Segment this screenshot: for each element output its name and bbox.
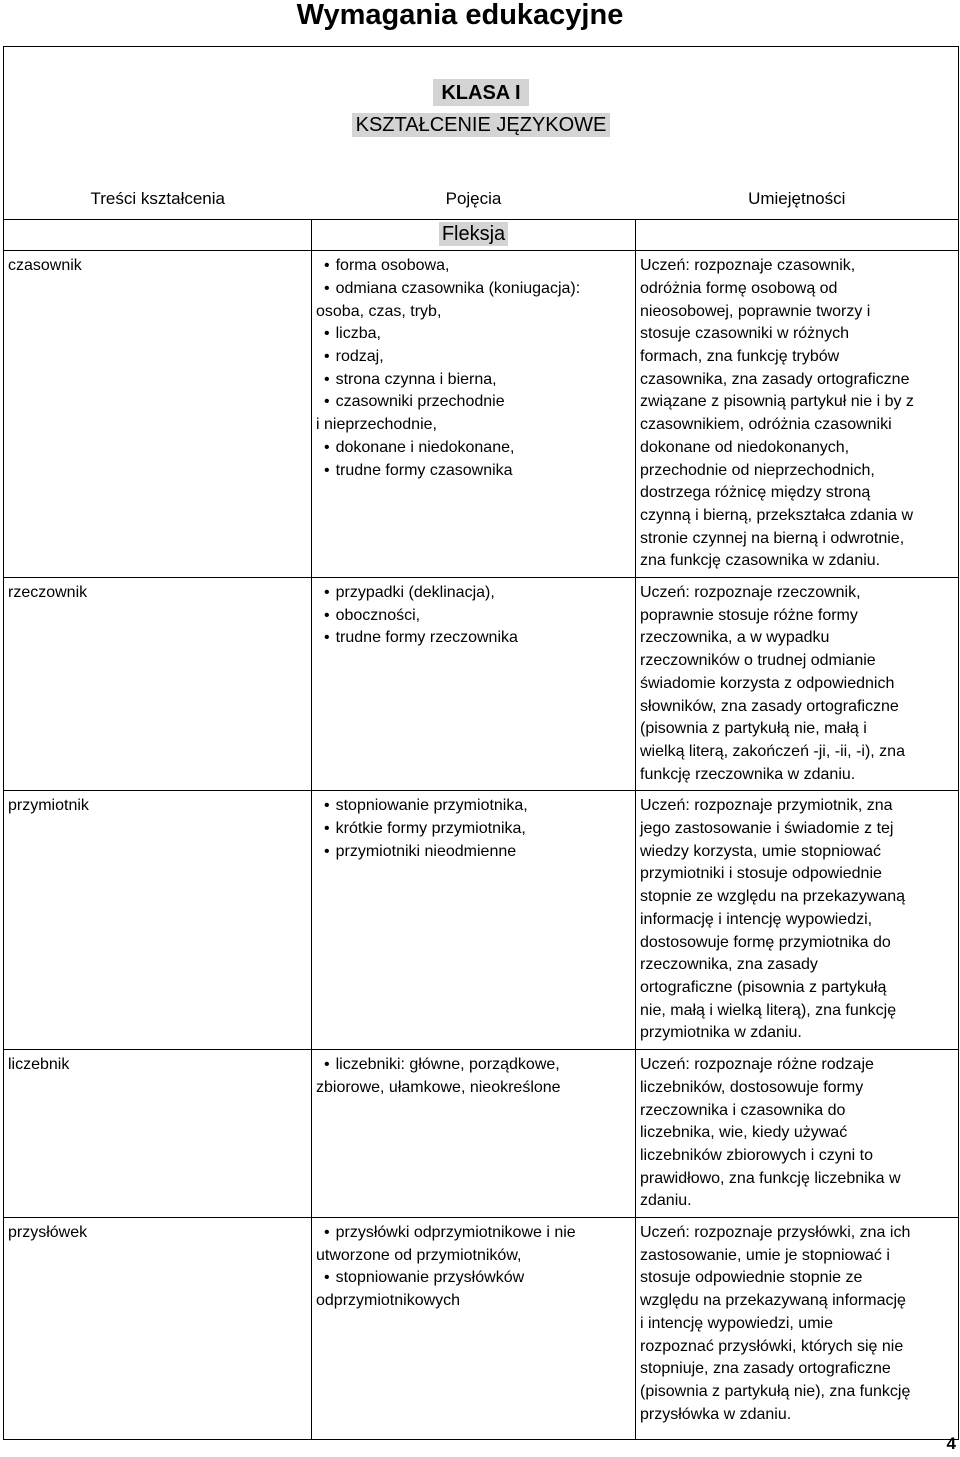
skill-line: Uczeń: rozpoznaje przysłówki, zna ich — [640, 1224, 911, 1242]
skill-line: zastosowanie, umie je stopniować i — [640, 1246, 890, 1264]
concept-line: • forma osobowa, — [316, 255, 635, 278]
concept-line: • trudne formy rzeczownika — [316, 627, 635, 650]
skill-line: odróżnia formę osobową od — [640, 279, 838, 297]
table-row — [4, 251, 959, 578]
concept-line: • strona czynna i bierna, — [316, 369, 635, 392]
subsection-label: Fleksja — [439, 222, 508, 246]
concept-line: • odmiana czasownika (koniugacja): — [316, 278, 635, 301]
concept-line: • przymiotniki nieodmienne — [316, 841, 635, 864]
term-cell: rzeczownik — [4, 578, 312, 791]
skill-line: rozpoznać przysłówki, których się nie — [640, 1337, 904, 1355]
skills-cell — [636, 1050, 959, 1218]
skill-line: zdaniu. — [640, 1192, 692, 1210]
concept-line: • liczebniki: główne, porządkowe, — [316, 1054, 635, 1077]
skill-line: czasownikiem, odróżnia czasowniki — [640, 416, 892, 434]
page-number: 4 — [946, 1434, 956, 1453]
concept-line: • trudne formy czasownika — [316, 460, 635, 483]
skill-line: liczebników zbiorowych i czyni to — [640, 1146, 873, 1164]
concept-line: • rodzaj, — [316, 346, 635, 369]
term-cell: czasownik — [4, 251, 312, 578]
skill-line: liczebnika, wie, kiedy używać — [640, 1124, 848, 1142]
skills-cell — [636, 251, 959, 578]
concepts-cell — [312, 1050, 636, 1218]
concept-line: • dokonane i niedokonane, — [316, 437, 635, 460]
col-tresci-header: Treści kształcenia — [4, 181, 312, 220]
requirements-table — [3, 46, 959, 1440]
skill-line: czasownika, zna zasady ortograficzne — [640, 370, 910, 388]
skill-line: Uczeń: rozpoznaje przymiotnik, zna — [640, 797, 893, 815]
term-cell: liczebnik — [4, 1050, 312, 1218]
skill-line: (pisownia z partykułą nie), zna funkcję — [640, 1382, 911, 1400]
skill-line: rzeczownika, zna zasady — [640, 956, 818, 974]
skill-line: rzeczownika, a w wypadku — [640, 629, 830, 647]
concept-line: • liczba, — [316, 323, 635, 346]
skill-line: nieosobowej, poprawnie tworzy i — [640, 302, 871, 320]
concept-line: odprzymiotnikowych — [316, 1292, 461, 1310]
table-header — [4, 47, 959, 181]
skill-line: świadomie korzysta z odpowiednich — [640, 674, 895, 692]
skills-cell — [636, 1218, 959, 1440]
skill-line: przysłówka w zdaniu. — [640, 1405, 792, 1423]
concept-line: • oboczności, — [316, 605, 635, 628]
skill-line: Uczeń: rozpoznaje czasownik, — [640, 257, 856, 275]
skill-line: ortograficzne (pisownia z partykułą — [640, 979, 887, 996]
term-cell: przymiotnik — [4, 791, 312, 1050]
skill-line: związane z pisownią partykuł nie i by z — [640, 393, 914, 411]
skill-line: wiedzy korzysta, umie stopniować — [640, 842, 881, 860]
skill-line: Uczeń: rozpoznaje różne rodzaje — [640, 1056, 874, 1074]
section-label: KSZTAŁCENIE JĘZYKOWE — [352, 113, 611, 137]
table-row — [4, 1050, 959, 1218]
skill-line: poprawnie stosuje różne formy — [640, 606, 858, 624]
skill-line: dostosowuje formę przymiotnika do — [640, 933, 891, 951]
skills-cell — [636, 791, 959, 1050]
page-title: Wymagania edukacyjne — [296, 0, 624, 31]
skill-line: (pisownia z partykułą nie, małą i — [640, 720, 867, 738]
skill-line: stronie czynnej na bierną i odwrotnie, — [640, 529, 905, 547]
concept-line: • stopniowanie przymiotnika, — [316, 795, 635, 818]
skill-line: funkcję rzeczownika w zdaniu. — [640, 765, 856, 783]
skill-line: przechodnie od nieprzechodnich, — [640, 461, 875, 479]
concepts-cell — [312, 578, 636, 791]
concept-line: i nieprzechodnie, — [316, 416, 437, 434]
table-row — [4, 791, 959, 1050]
term-cell: przysłówek — [4, 1218, 312, 1440]
skill-line: przymiotnika w zdaniu. — [640, 1024, 802, 1042]
skill-line: stopnie ze względu na przekazywaną — [640, 888, 906, 906]
skill-line: wielką literą, zakończeń -ji, -ii, -i), zna — [640, 742, 905, 760]
concept-line: • czasowniki przechodnie — [316, 391, 635, 414]
skill-line: Uczeń: rozpoznaje rzeczownik, — [640, 584, 861, 602]
concept-line: zbiorowe, ułamkowe, nieokreślone — [316, 1078, 561, 1096]
klasa-label: KLASA I — [433, 79, 528, 106]
skill-line: liczebników, dostosowuje formy — [640, 1078, 864, 1096]
skill-line: zna funkcję czasownika w zdaniu. — [640, 552, 881, 570]
concepts-cell — [312, 251, 636, 578]
skill-line: i intencję wypowiedzi, umie — [640, 1314, 833, 1332]
skill-line: dostrzega różnicę między stroną — [640, 484, 871, 502]
skill-line: czynną i bierną, przekształca zdania w — [640, 506, 914, 524]
skill-line: przymiotniki i stosuje odpowiednie — [640, 865, 882, 883]
concepts-cell — [312, 1218, 636, 1440]
table-row — [4, 578, 959, 791]
concept-line: utworzone od przymiotników, — [316, 1246, 522, 1264]
skill-line: względu na przekazywaną informację — [640, 1292, 906, 1310]
concepts-cell — [312, 791, 636, 1050]
skill-line: formach, zna funkcję trybów — [640, 348, 840, 366]
skill-line: prawidłowo, zna funkcję liczebnika w — [640, 1169, 901, 1187]
skill-line: stosuje czasowniki w różnych — [640, 325, 849, 343]
table-row — [4, 1218, 959, 1440]
skill-line: rzeczowników o trudnej odmianie — [640, 652, 876, 670]
concept-line: osoba, czas, tryb, — [316, 302, 442, 320]
skill-line: informację i intencję wypowiedzi, — [640, 910, 873, 928]
skill-line: rzeczownika i czasownika do — [640, 1101, 846, 1119]
concept-line: • przypadki (deklinacja), — [316, 582, 635, 605]
col-pojecia-header: Pojęcia — [445, 188, 502, 208]
skills-cell — [636, 578, 959, 791]
concept-line: • stopniowanie przysłówków — [316, 1267, 635, 1290]
concept-line: • krótkie formy przymiotnika, — [316, 818, 635, 841]
skill-line: stopniuje, zna zasady ortograficzne — [640, 1360, 891, 1378]
concept-line: • przysłówki odprzymiotnikowe i nie — [316, 1222, 635, 1245]
col-umiejetnosci-header: Umiejętności — [636, 181, 959, 220]
subsection-cell — [312, 219, 636, 251]
skill-line: słowników, zna zasady ortograficzne — [640, 697, 899, 715]
skill-line: nie, małą i wielką literą), zna funkcję — [640, 1001, 897, 1019]
skill-line: stosuje odpowiednie stopnie ze — [640, 1269, 863, 1287]
skill-line: jego zastosowanie i świadomie z tej — [640, 820, 894, 838]
skill-line: dokonane od niedokonanych, — [640, 438, 850, 456]
